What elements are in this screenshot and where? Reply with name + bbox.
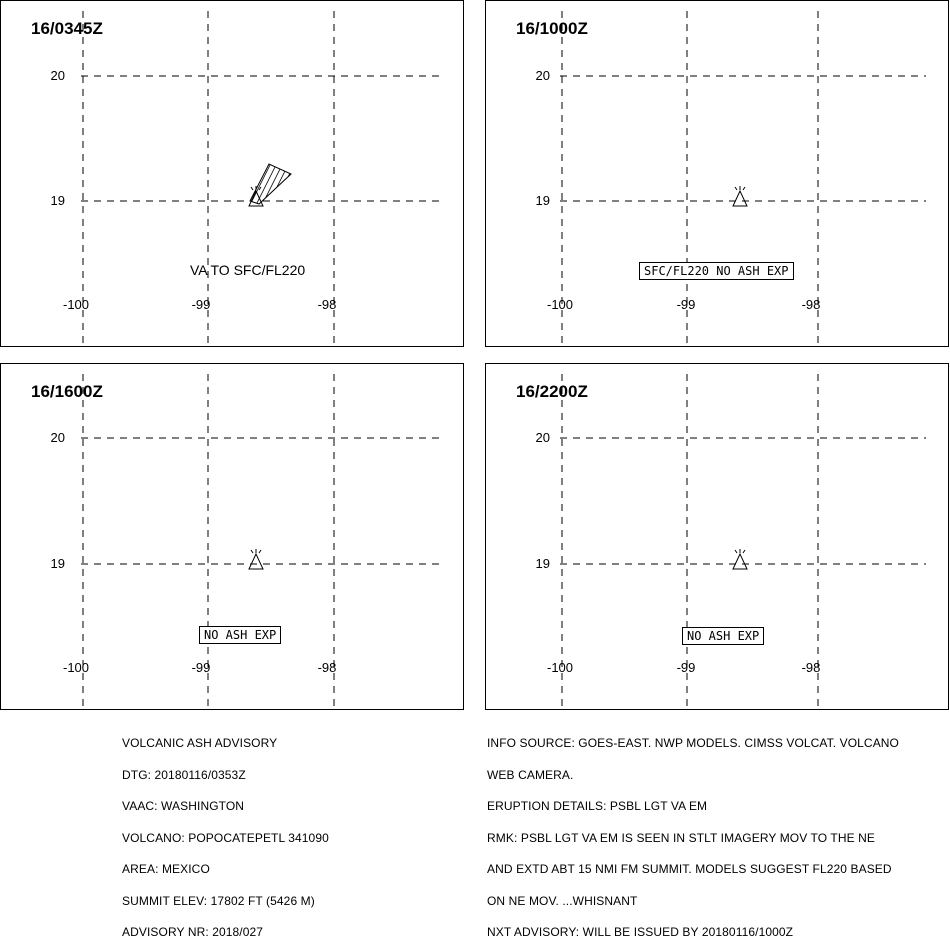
volcano-icon [733, 186, 747, 206]
lon-label-98: -98 [801, 660, 821, 675]
panel-time: 16/0345Z [31, 19, 103, 38]
advisory-header-block [122, 717, 329, 948]
info-line: ERUPTION DETAILS: PSBL LGT VA EM [487, 799, 708, 813]
advisory-line: VOLCANIC ASH ADVISORY [122, 736, 278, 750]
info-line: INFO SOURCE: GOES-EAST. NWP MODELS. CIMSS VOLCAT. VOLCANO [487, 736, 899, 750]
info-line: WEB CAMERA. [487, 767, 574, 782]
lon-label-98: -98 [317, 660, 337, 675]
ash-note: VA TO SFC/FL220 [190, 262, 306, 278]
advisory-line: SUMMIT ELEV: 17802 FT (5426 M) [122, 893, 315, 908]
lat-label-20: 20 [535, 430, 550, 445]
map-panel-1 [0, 0, 464, 347]
map-panel-3 [0, 363, 464, 710]
info-line: NXT ADVISORY: WILL BE ISSUED BY 20180116/1000Z [487, 925, 794, 939]
lat-label-19: 19 [50, 193, 65, 208]
advisory-line: VAAC: WASHINGTON [122, 799, 245, 813]
lon-label-99: -99 [676, 660, 696, 675]
lon-label-98: -98 [317, 297, 337, 312]
info-line: ON NE MOV. ...WHISNANT [487, 893, 638, 908]
ash-note-box: NO ASH EXP [682, 627, 764, 645]
ash-plume [241, 151, 296, 221]
lon-label-98: -98 [801, 297, 821, 312]
map-grid [486, 364, 949, 710]
volcano-icon [249, 549, 263, 569]
map-grid [1, 364, 464, 710]
lon-label-99: -99 [191, 660, 211, 675]
ash-note-box: NO ASH EXP [199, 626, 281, 644]
map-panel-4 [485, 363, 949, 710]
lat-label-20: 20 [50, 68, 65, 83]
lat-label-19: 19 [535, 193, 550, 208]
panel-time: 16/2200Z [516, 382, 588, 401]
advisory-line: DTG: 20180116/0353Z [122, 767, 246, 782]
lon-label-99: -99 [191, 297, 211, 312]
advisory-details-block [487, 717, 899, 948]
map-grid [1, 1, 464, 347]
advisory-line: VOLCANO: POPOCATEPETL 341090 [122, 830, 329, 845]
volcano-icon [733, 549, 747, 569]
lat-label-20: 20 [50, 430, 65, 445]
advisory-line: AREA: MEXICO [122, 862, 210, 876]
lat-label-19: 19 [50, 556, 65, 571]
panel-time: 16/1600Z [31, 382, 103, 401]
lon-label-99: -99 [676, 297, 696, 312]
advisory-line: ADVISORY NR: 2018/027 [122, 925, 264, 939]
ash-note-box: SFC/FL220 NO ASH EXP [639, 262, 794, 280]
info-line: AND EXTD ABT 15 NMI FM SUMMIT. MODELS SUGGEST FL220 BASED [487, 862, 892, 876]
map-panel-2 [485, 0, 949, 347]
lat-label-19: 19 [535, 556, 550, 571]
lon-label-100: -100 [62, 660, 90, 675]
info-line: RMK: PSBL LGT VA EM IS SEEN IN STLT IMAGERY MOV TO THE NE [487, 830, 876, 845]
lon-label-100: -100 [62, 297, 90, 312]
lat-label-20: 20 [535, 68, 550, 83]
lon-label-100: -100 [546, 297, 574, 312]
map-grid [486, 1, 949, 347]
panel-time: 16/1000Z [516, 19, 588, 38]
lon-label-100: -100 [546, 660, 574, 675]
